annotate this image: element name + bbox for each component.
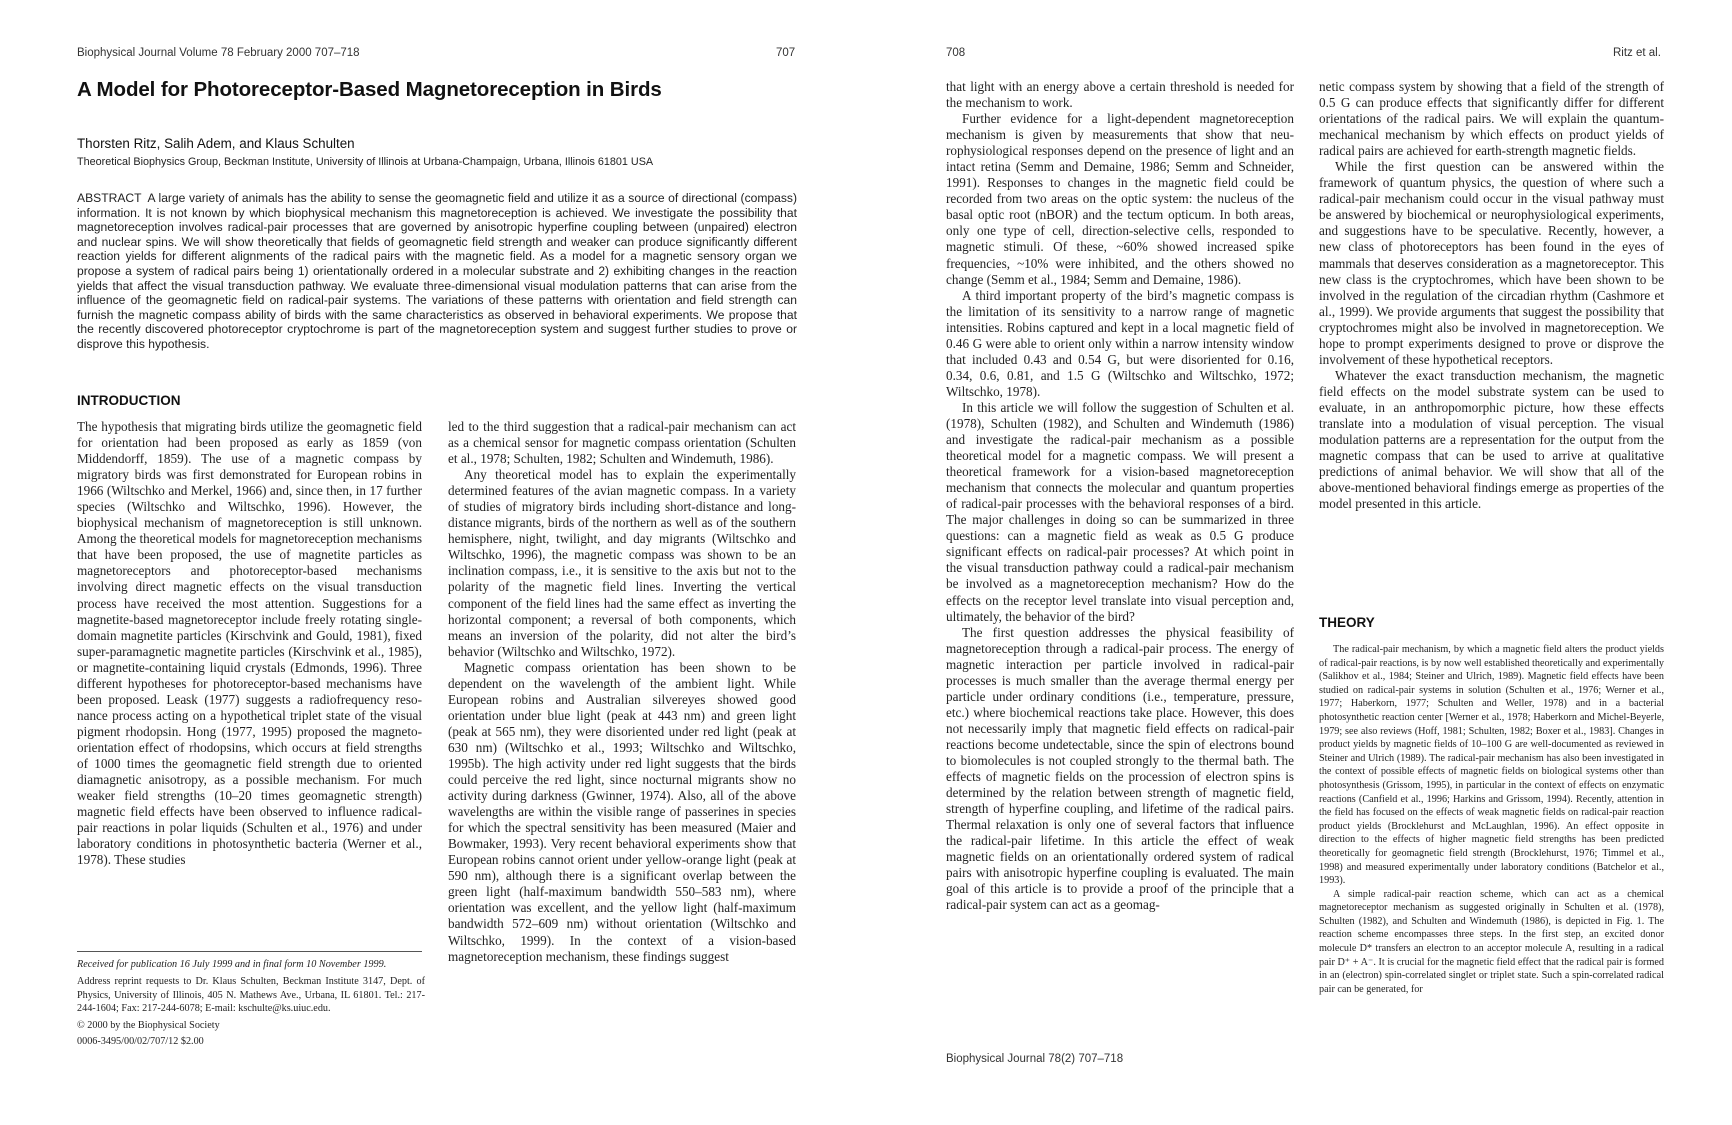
running-head-authors: Ritz et al. [1613, 47, 1661, 59]
running-head-journal: Biophysical Journal Volume 78 February 2000 707–718 [77, 47, 360, 59]
footnotes [77, 958, 425, 1048]
paragraph: A third important property of the bird’s magnetic compass is the limitation of its sensitivity to a narrow range of magnetic intensities. Robins captured and kept in a local magnetic field of 0.46 G were able to orient only within a narrow intensity window that included 0.43 and 0.54 G, but were disoriented for 0.16, 0.34, 0.6, 0.81, and 1.5 G (Wiltschko and Wiltschko, 1972; Wiltschko, 1978). [946, 287, 1294, 399]
page-footer: Biophysical Journal 78(2) 707–718 [946, 1053, 1124, 1065]
page-number-right: 708 [946, 47, 966, 59]
paragraph: netic compass system by showing that a field of the strength of 0.5 G can produce effects that significantly differ for different orientations of the radical pairs. We will explain the quantum-mechanical mechanism by which effects on product yields of radical pairs are achieved for earth-strength magnetic fields. [1319, 79, 1664, 159]
paragraph: The hypothesis that migrating birds utilize the geomagnetic field for orientation had been proposed as early as 1859 (von Middendorff, 1859). The use of a magnetic compass by migratory birds was first demonstrated for European robins in 1966 (Wiltschko and Merkel, 1966) and, since then, in 17 further species (Wiltschko and Wiltschko, 1996). However, the biophysical mechanism of magnetoreception is still unknown. Among the theoretical models for magnetoreception mechanisms that have been proposed, the use of magnetite particles as magnetoreceptors and photoreceptor-based mechanisms involving direct magnetic effects on the visual transduction process have received the most attention. Suggestions for a magnetite-based magnetoreceptor include freely rotating single-domain magnetite particles (Kirschvink and Gould, 1981), fixed super-paramagnetic magnetite particles (Kirschvink et al., 1985), or magnetite-containing liquid crystals (Edmonds, 1996). Three different hypotheses for photoreceptor-based mechanisms have been proposed. Leask (1977) suggests a radiofrequency resonance process acting on a hypothetical triplet state of the visual pigment rhodopsin. Hong (1977, 1995) proposed the magneto-orientation effect of rhodopsins, which occurs at field strengths of 1000 times the geomagnetic field strength due to oriented diamagnetic anisotropy, as a possible mechanism. For much weaker field strengths (10–20 times geomagnetic strength) magnetic field effects have been observed to influence radical-pair reactions in polar liquids (Schulten et al., 1976) and under laboratory conditions in photosynthetic bacteria (Werner et al., 1978). These studies [77, 419, 422, 868]
footnote-code: 0006-3495/00/02/707/12 $2.00 [77, 1036, 204, 1048]
paragraph: A simple radical-pair reaction scheme, which can act as a chemical magnetoreceptor mechanism as suggested originally in Schulten et al. (1978), Schulten (1982), and Schulten and Windemuth (1986), is depicted in Fig. 1. The reaction scheme encompasses three steps. In the first step, an excited donor molecule D* transfers an electron to an acceptor molecule A, resulting in a radical pair D⁺ + A⁻. It is crucial for the magnetic field effect that the radical pair is formed in an (electron) spin-correlated singlet or triplet state. Such a spin-correlated radical pair can be generated, for [1319, 888, 1664, 995]
abstract-text: A large variety of animals has the ability to sense the geomagnetic field and utilize it as a source of directional (compass) information. It is not known by which biophysical mechanism this magnetoreception is achieved. We investigate the possibility that magnetoreception involves radical-pair processes that are governed by anisotropic hyperfine coupling between (unpaired) electron and nuclear spins. We will show theoretically that fields of geomagnetic field strength and weaker can produce significantly different reaction yields for different alignments of the radical pairs with the magnetic field. As a model for a magnetic sensory organ we propose a system of radical pairs being 1) orientationally ordered in a molecular substrate and 2) exhibiting changes in the reaction yields that affect the visual transduction pathway. We evaluate three-dimensional visual modulation patterns that can arise from the influence of the geomagnetic field on radical-pair systems. The variations of these patterns with orientation and field strength can furnish the magnetic compass ability of birds with the same characteristics as observed in behavioral experiments. We propose that the recently discovered photoreceptor cryptochrome is part of the magnetoreception system and suggest further studies to prove or disprove this hypothesis. [77, 191, 797, 351]
right-column-1 [946, 79, 1294, 913]
paragraph: Whatever the exact transduction mechanism, the magnetic field effects on the model substrate system can be used to evaluate, in an anthropomorphic picture, how these effects translate into a modulation of visual perception. The visual modulation patterns are a representation for the output from the magnetic compass that can be used to arrive at qualitative predictions of animal behavior. We will show that all of the above-mentioned behavioral findings emerge as properties of the model presented in this article. [1319, 367, 1664, 512]
paragraph: that light with an energy above a certain threshold is needed for the mechanism to work. [946, 79, 1294, 111]
paragraph: The radical-pair mechanism, by which a magnetic field alters the product yields of radical-pair reactions, is by now well established theoretically and experimentally (Salikhov et al., 1984; Steiner and Ulrich, 1989). Magnetic field effects have been studied on radical-pair systems in solution (Schulten et al., 1976; Werner et al., 1977; Haberkorn, 1977; Schulten and Weller, 1978) and in a bacterial photosynthetic reaction center [Werner et al., 1978; Haberkorn and Michel-Beyerle, 1979; see also reviews (Hoff, 1981; Schulten, 1982; Boxer et al., 1983]. Changes in product yields by magnetic fields of 10–100 G are well-documented as reviewed in Steiner and Ulrich (1989). The radical-pair mechanism has also been investigated in the context of possible effects of magnetic fields on biological systems other than photosynthesis (Grissom, 1995), in particular in the context of effects on enzymatic reactions (Canfield et al., 1996; Harkins and Grissom, 1994). Recently, attention in the field has focused on the effects of weak magnetic fields on radical-pair reaction product yields (Brocklehurst and McLaughlan, 1996). An effect opposite in direction to the effects of higher magnetic field strengths has been predicted theoretically for geomagnetic field strength (Brocklehurst, 1976; Timmel et al., 1998) and measured experimentally under laboratory conditions (Batchelor et al., 1993). [1319, 644, 1664, 887]
paragraph: Any theoretical model has to explain the experimentally determined features of the avian magnetic compass. In a variety of studies of migratory birds including short-distance and long-distance migrants, birds of the northern as well as of the southern hemisphere, night, twilight, and day migrants (Wiltschko and Wiltschko, 1996), the magnetic compass was shown to be an inclination compass, i.e., it is sensitive to the axis but not to the polarity of the magnetic field lines. Inverting the vertical component of the field lines had the same effect as inverting the horizontal component; a reversal of both components, which means an inversion of the polarity, did not alter the bird’s behavior (Wiltschko and Wiltschko, 1972). [448, 467, 796, 659]
paragraph: led to the third suggestion that a radical-pair mechanism can act as a chemical sensor for magnetic compass orientation (Schulten et al., 1978; Schulten, 1982; Schulten and Windemuth, 1986). [448, 419, 796, 467]
footnote-received: Received for publication 16 July 1999 and in final form 10 November 1999. [77, 959, 387, 970]
page-number-left: 707 [776, 47, 796, 59]
paragraph: While the first question can be answered within the framework of quantum physics, the question of where such a radical-pair mechanism could occur in the visual pathway must be answered by biochemical or neurophysiological experiments, and suggestions have to be speculative. Recently, however, a new class of photoreceptors has been found in the eyes of mammals that deserves consideration as a magnetoreceptor. This new class is the cryptochromes, which have been shown to be involved in the regulation of the circadian rhythm (Cashmore et al., 1999). We provide arguments that suggest the possibility that cryptochromes might also be involved in magnetoreception. We hope to prompt experiments designed to prove or disprove the involvement of these hypothetical receptors. [1319, 159, 1664, 367]
section-heading-theory: THEORY [1319, 615, 1375, 630]
intro-column-2 [448, 419, 796, 965]
abstract-label: ABSTRACT [77, 191, 142, 205]
paper-title: A Model for Photoreceptor-Based Magnetoreception in Birds [77, 78, 662, 101]
paragraph: The first question addresses the physical feasibility of magnetoreception through a radical-pair process. The energy of magnetic interaction per particle involved in radical-pair processes is much smaller than the average thermal energy per particle under ordinary conditions (i.e., temperature, pressure, etc.) where biochemical reactions take place. However, this does not necessarily imply that magnetic field effects on radical-pair reactions become undetectable, since the spin of electrons bound to biomolecules is not coupled strongly to the thermal bath. The effects of magnetic fields on the procession of electron spins is determined by the relation between strength of magnetic field, strength of hyperfine coupling, and lifetime of the radical pairs. Thermal relaxation is only one of several factors that influence the radical-pair lifetime. In this article the effect of weak magnetic fields on an orientationally ordered system of radical pairs with anisotropic hyperfine coupling is evaluated. The main goal of this article is to provide a proof of the principle that a radical-pair system can act as a geomag- [946, 624, 1294, 913]
paragraph: Magnetic compass orientation has been shown to be dependent on the wavelength of the ambient light. While European robins and Australian silvereyes showed good orientation under blue light (peak at 443 nm) and green light (peak at 565 nm), they were disoriented under red light (peak at 630 nm) (Wiltschko et al., 1993; Wiltschko and Wiltschko, 1995b). The high activity under red light suggests that the birds could perceive the red light, since nocturnal migrants show no activity during darkness (Gwinner, 1974). Also, all of the above wavelengths are within the visible range of passerines in species for which the spectral sensitivity has been measured (Maier and Bowmaker, 1993). Very recent behavioral experiments show that European robins cannot orient under yellow-orange light (peak at 590 nm), although there is a significant overlap between the green light (half-maximum bandwidth 550–583 nm), where orientation was excellent, and the yellow light (half-maximum bandwidth 572–609 nm) without orientation (Wiltschko and Wiltschko, 1999). In the context of a vision-based magnetoreception mechanism, these findings suggest [448, 659, 796, 964]
paragraph: Further evidence for a light-dependent magnetoreception mechanism is given by measurements that show that neurophysiological responses depend on the presence of light and an intact retina (Semm and Demaine, 1986; Semm and Schneider, 1991). Responses to changes in the magnetic field could be recorded from two areas on the optic system: the nucleus of the basal optic root (nBOR) and the tectum opticum. In both areas, only one type of cell, direction-selective cells, responded to magnetic stimuli. Of these, ~60% showed increased spike frequencies, ~10% were inhibited, and the others showed no change (Semm et al., 1984; Semm and Demaine, 1986). [946, 111, 1294, 287]
paragraph: In this article we will follow the suggestion of Schulten et al. (1978), Schulten (1982), and Schulten and Windemuth (1986) and investigate the radical-pair mechanism as a possible theoretical model for a magnetic compass. We will present a theoretical framework for a vision-based magnetoreception mechanism that connects the molecular and quantum properties of radical-pair processes with the behavioral responses of a bird. The major challenges in doing so can be summarized in three questions: can a magnetic field as weak as 0.5 G produce significant effects on radical-pair processes? At which point in the visual transduction pathway could a radical-pair mechanism be involved as a magnetoreception mechanism? How do the effects on the receptor level translate into visual perception and, ultimately, the behavior of the bird? [946, 399, 1294, 624]
section-heading-introduction: INTRODUCTION [77, 393, 181, 408]
footnote-address: Address reprint requests to Dr. Klaus Schulten, Beckman Institute 3147, Dept. of Physics, University of Illinois, 405 N. Mathews Ave., Urbana, IL 61801. Tel.: 217-244-1604; Fax: 217-244-6078; E-mail: kschulte@ks.uiuc.edu. [77, 976, 425, 1015]
right-page [866, 0, 1732, 1125]
intro-column-1 [77, 419, 422, 868]
right-column-2 [1319, 79, 1664, 512]
footnote-copyright: © 2000 by the Biophysical Society [77, 1019, 220, 1031]
affiliation: Theoretical Biophysics Group, Beckman Institute, University of Illinois at Urbana-Champaign, Urbana, Illinois 61801 USA [77, 156, 654, 168]
author-list: Thorsten Ritz, Salih Adem, and Klaus Schulten [77, 136, 355, 151]
abstract [77, 191, 797, 352]
footnote-divider [77, 951, 422, 952]
theory-column [1319, 643, 1664, 996]
